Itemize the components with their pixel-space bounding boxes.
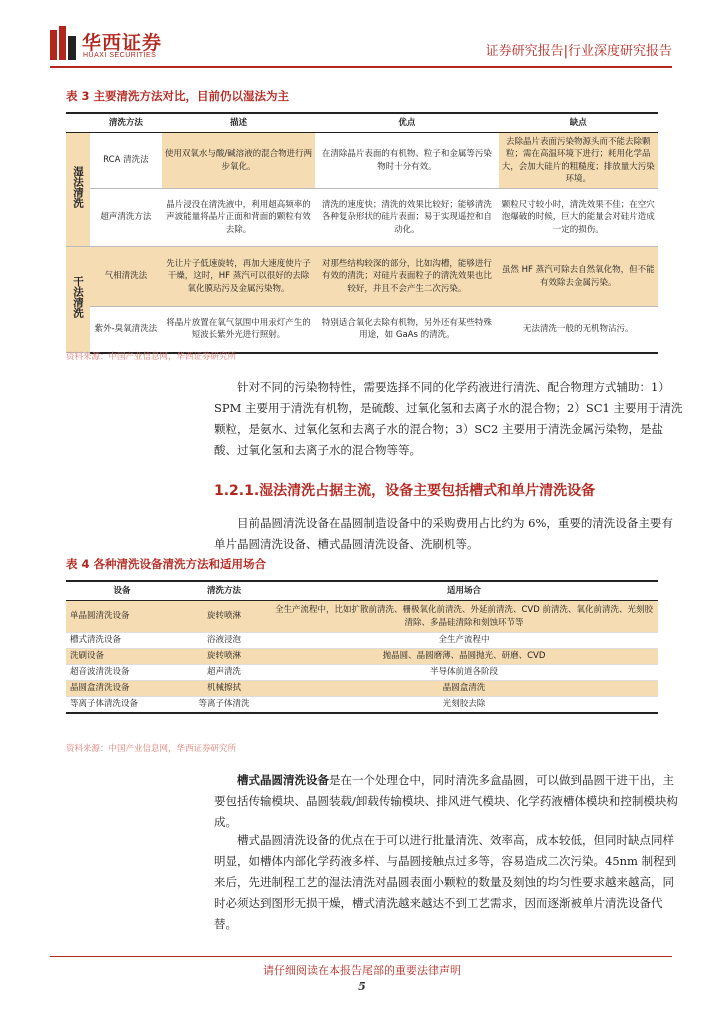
body-paragraph-4: 槽式晶圆清洗设备的优点在于可以进行批量清洗、效率高，成本较低，但同时缺点同样明显，如槽体内部化学药液多样、与晶圆接触点过多等，容易造成二次污染。45nm 制程到来后，先进制程工艺的湿法清洗对晶圆表面小颗粒的数量及刻蚀的均匀性要求越来越高，同时必须达到图形无损干燥，槽式清洗越来越达不到工艺需求，因而逐渐被单片清洗设备代替。 — [214, 833, 677, 931]
col-header-pro: 优点 — [315, 113, 498, 133]
cell-desc: 晶片浸没在清洗液中，利用超高频率的声波能量将晶片正面和背面的颗粒有效去除。 — [162, 189, 315, 247]
cell-device: 槽式清洗设备 — [66, 633, 178, 649]
huaxi-logo-icon — [50, 26, 76, 60]
brand-name: 华西证券 — [82, 32, 163, 54]
page-header — [0, 0, 724, 72]
table3-source: 资料来源：中国产业信息网，华西证券研究所 — [66, 352, 237, 362]
legal-notice: 请仔细阅读在本报告尾部的重要法律声明 — [263, 964, 461, 977]
table-row — [66, 697, 658, 713]
cell-pro: 清洗的速度快；清洗的效果比较好；能够清洗各种复杂形状的硅片表面；易于实现遥控和自动化。 — [315, 189, 498, 247]
body-paragraph-2: 目前晶圆清洗设备在晶圆制造设备中的采购费用占比约为 6%，重要的清洗设备主要有单片晶圆清洗设备、槽式晶圆清洗设备、洗刷机等。 — [214, 516, 673, 551]
col-header-desc: 描述 — [162, 113, 315, 133]
cell-method: 超声清洗方法 — [90, 189, 162, 247]
cleaning-device-table — [66, 580, 658, 714]
report-type: 证券研究报告|行业深度研究报告 — [485, 44, 672, 59]
table-row — [66, 247, 658, 307]
cell-method: 机械擦拭 — [178, 681, 270, 697]
table-row — [66, 189, 658, 247]
cell-desc: 将晶片放置在氧气氛围中用汞灯产生的短波长紫外光进行照射。 — [162, 307, 315, 353]
section-heading: 1.2.1.湿法清洗占据主流，设备主要包括槽式和单片清洗设备 — [214, 483, 596, 499]
table4-source: 资料来源：中国产业信息网，华西证券研究所 — [66, 744, 237, 754]
table-row — [66, 681, 658, 697]
cell-desc: 先让片子低速旋转，再加大速度使片子干燥，这时，HF 蒸汽可以很好的去除氧化膜玷污及金属污染物。 — [162, 247, 315, 307]
brand-name-en: HUAXI SECURITIES — [83, 52, 157, 59]
cell-method: 旋转喷淋 — [178, 649, 270, 665]
cell-method: 浴液浸泡 — [178, 633, 270, 649]
col-header-method: 清洗方法 — [90, 113, 162, 133]
table-row — [66, 601, 658, 633]
table-row — [66, 133, 658, 189]
cell-con: 颗粒尺寸较小时，清洗效果不佳；在空穴泡爆破的时候，巨大的能量会对硅片造成一定的损伤。 — [499, 189, 658, 247]
cell-device: 等离子体清洗设备 — [66, 697, 178, 713]
cell-con: 无法清洗一般的无机物沾污。 — [499, 307, 658, 353]
body-paragraph-1: 针对不同的污染物特性，需要选择不同的化学药液进行清洗、配合物理方式辅助：1）SPM 主要用于清洗有机物，是硫酸、过氧化氢和去离子水的混合物；2）SC1 主要用于清洗颗粒，是氨水、过氧化氢和去离子水的混合物；3）SC2 主要用于清洗金属污染物，是盐酸、过氧化氢和去离子水的混合物等等。 — [214, 380, 683, 457]
cell-use: 全生产流程中，比如扩散前清洗、栅极氧化前清洗、外延前清洗、CVD 前清洗、氧化前清洗、光刻胶清除、多晶硅清除和刻蚀环节等 — [270, 601, 658, 633]
cell-pro: 对那些结构较深的部分，比如沟槽，能够进行有效的清洗；对硅片表面粒子的清洗效果也比较好，并且不会产生二次污染。 — [315, 247, 498, 307]
footer-divider — [50, 956, 672, 957]
cell-use: 抛晶圆、晶圆磨薄、晶圆抛光、研磨、CVD — [270, 649, 658, 665]
table-row — [66, 665, 658, 681]
group-dry: 干法清洗 — [66, 247, 90, 353]
cell-device: 洗刷设备 — [66, 649, 178, 665]
cell-device: 超音波清洗设备 — [66, 665, 178, 681]
cell-device: 单晶圆清洗设备 — [66, 601, 178, 633]
table3-caption: 表 3 主要清洗方法对比，目前仍以湿法为主 — [66, 89, 290, 103]
cell-con: 虽然 HF 蒸汽可除去自然氧化物，但不能有效除去金属污染。 — [499, 247, 658, 307]
cell-pro: 特别适合氧化去除有机物，另外还有某些特殊用途，如 GaAs 的清洗。 — [315, 307, 498, 353]
cell-use: 光刻胶去除 — [270, 697, 658, 713]
table-row — [66, 633, 658, 649]
cell-method: 气相清洗法 — [90, 247, 162, 307]
page-number: 5 — [358, 980, 366, 993]
cleaning-method-table — [66, 112, 658, 354]
cell-method: 旋转喷淋 — [178, 601, 270, 633]
cell-method: RCA 清洗法 — [90, 133, 162, 189]
keyword-bold: 槽式晶圆清洗设备 — [237, 773, 329, 787]
col-header-method: 清洗方法 — [178, 581, 270, 601]
col-header-con: 缺点 — [499, 113, 658, 133]
cell-method: 紫外-臭氧清洗法 — [90, 307, 162, 353]
group-wet: 湿法清洗 — [66, 133, 90, 247]
body-paragraph-3: 槽式晶圆清洗设备是在一个处理仓中，同时清洗多盒晶圆，可以做到晶圆干进干出，主要包括传输模块、晶圆装载/卸载传输模块、排风进气模块、化学药液槽体模块和控制模块构成。 — [214, 773, 678, 829]
cell-device: 晶圆盒清洗设备 — [66, 681, 178, 697]
col-header-use: 适用场合 — [270, 581, 658, 601]
table-row — [66, 649, 658, 665]
cell-method: 超声清洗 — [178, 665, 270, 681]
cell-con: 去除晶片表面污染物源头而不能去除颗粒；需在高温环境下进行；耗用化学品大，会加大硅片的粗糙度；排放量大污染环境。 — [499, 133, 658, 189]
header-divider — [50, 66, 672, 68]
cell-desc: 使用双氧水与酸/碱溶液的混合物进行两步氧化。 — [162, 133, 315, 189]
cell-use: 半导体前道各阶段 — [270, 665, 658, 681]
cell-pro: 在清除晶片表面的有机物、粒子和金属等污染物时十分有效。 — [315, 133, 498, 189]
cell-use: 全生产流程中 — [270, 633, 658, 649]
col-header-device: 设备 — [66, 581, 178, 601]
cell-method: 等离子体清洗 — [178, 697, 270, 713]
table4-caption: 表 4 各种清洗设备清洗方法和适用场合 — [66, 557, 267, 571]
table-row — [66, 307, 658, 353]
cell-use: 晶圆盒清洗 — [270, 681, 658, 697]
